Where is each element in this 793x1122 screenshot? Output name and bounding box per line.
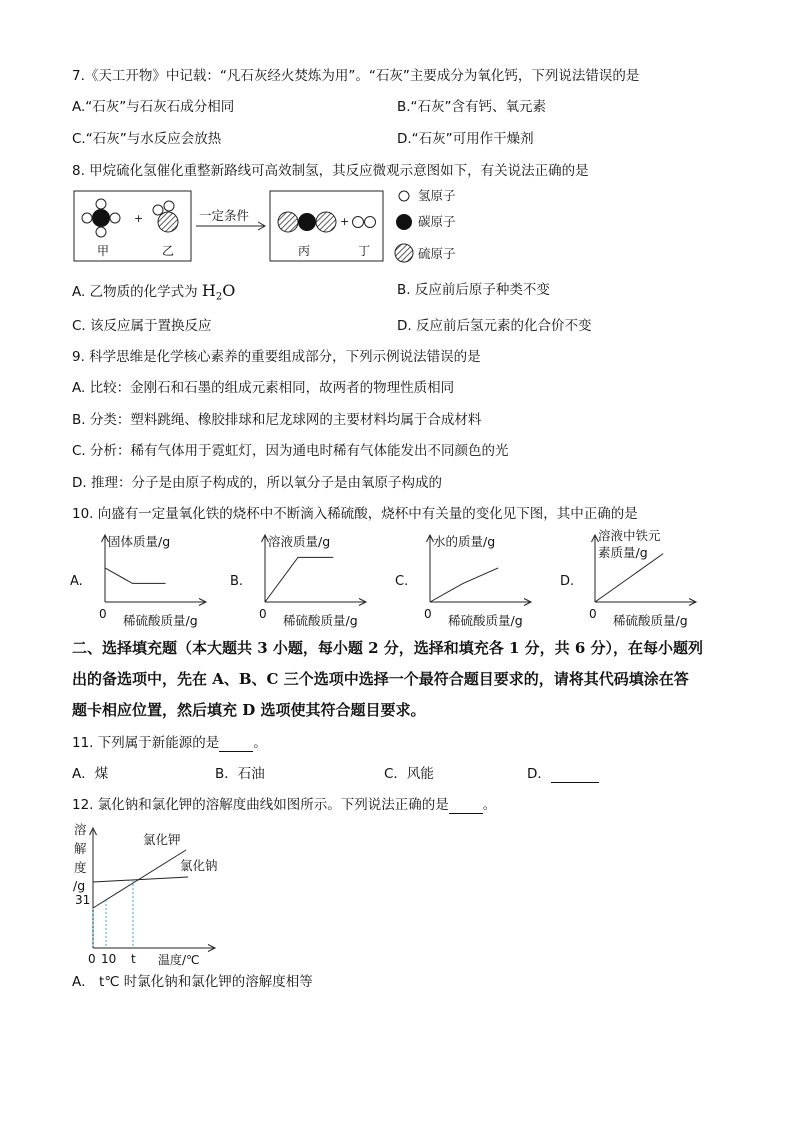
- legend-hydrogen-icon: [399, 191, 409, 201]
- q7-stem: 7.《天工开物》中记载：“凡石灰经火焚炼为用”。“石灰”主要成分为氧化钙，下列说法错误的是: [72, 68, 640, 84]
- q11-stem: 11. 下列属于新能源的是: [72, 735, 220, 751]
- reaction-condition: 一定条件: [199, 208, 250, 223]
- q10-x-label: 稀硫酸质量/g: [448, 613, 523, 628]
- section2-line1: 二、选择填充题（本大题共 3 小题，每小题 2 分，选择和填充各 1 分，共 6 分），在每小题列: [72, 639, 704, 657]
- ylabel-char-2: 解: [74, 841, 87, 856]
- nacl-label: 氯化钠: [180, 858, 218, 873]
- q10-y-label: 固体质量/g: [108, 534, 171, 549]
- label-ding: 丁: [358, 244, 371, 258]
- y-tick-31: 31: [75, 893, 91, 907]
- q10-curve: [265, 557, 333, 602]
- kcl-label: 氯化钾: [143, 832, 181, 847]
- legend-hydrogen: 氢原子: [418, 188, 456, 203]
- q12-blank: [449, 799, 483, 814]
- legend-sulfur: 硫原子: [418, 246, 456, 261]
- formula-h: H: [201, 281, 216, 300]
- q10-option-label: D.: [560, 574, 575, 589]
- q8-option-d: D. 反应前后氢元素的化合价不变: [397, 318, 592, 334]
- x-axis-label: 温度/℃: [158, 953, 200, 967]
- q10-x-label: 稀硫酸质量/g: [283, 613, 358, 628]
- q10-option-label: B.: [230, 574, 244, 589]
- q8-option-c: C. 该反应属于置换反应: [72, 318, 212, 334]
- q11-end: 。: [253, 735, 267, 751]
- q10-curve: [595, 554, 663, 602]
- legend-sulfur-icon: [395, 244, 413, 262]
- legend-carbon: 碳原子: [418, 214, 456, 229]
- q7-option-b: B.“石灰”含有钙、氧元素: [397, 99, 547, 115]
- ylabel-char-1: 溶: [74, 822, 87, 837]
- q12-option-a: A． t℃ 时氯化钠和氯化钾的溶解度相等: [72, 974, 313, 990]
- q10-option-label: C.: [395, 574, 409, 589]
- q10-origin: 0: [589, 607, 597, 621]
- q11-d-blank: [551, 768, 599, 783]
- q9-option-c: C. 分析：稀有气体用于霓虹灯，因为通电时稀有气体能发出不同颜色的光: [72, 443, 509, 459]
- q10-curve: [105, 568, 166, 584]
- label-bing: 丙: [298, 244, 311, 258]
- q9-option-d: D. 推理：分子是由原子构成的，所以氧分子是由氧原子构成的: [72, 475, 442, 491]
- q10-stem: 10. 向盛有一定量氧化铁的烧杯中不断滴入稀硫酸，烧杯中有关量的变化见下图，其中正确的是: [72, 506, 638, 522]
- legend-carbon-icon: [396, 214, 412, 230]
- nacl-curve: [93, 877, 188, 882]
- methane-molecule: [82, 199, 120, 237]
- q8-option-b: B. 反应前后原子种类不变: [397, 282, 550, 298]
- label-yi: 乙: [162, 244, 175, 258]
- q9-option-a: A. 比较：金刚石和石墨的组成元素相同，故两者的物理性质相同: [72, 380, 455, 396]
- solubility-chart: [70, 820, 230, 968]
- q10-origin: 0: [259, 607, 267, 621]
- q10-x-label: 稀硫酸质量/g: [613, 613, 688, 628]
- q11-option-c: C．风能: [384, 766, 434, 782]
- q11-option-d: [527, 765, 599, 783]
- kcl-curve: [93, 850, 186, 908]
- section2-line2: 出的备选项中，先在 A、B、C 三个选项中选择一个最符合题目要求的，请将其代码填涂在答: [72, 670, 689, 688]
- q8-option-a-text: A. 乙物质的化学式为: [72, 284, 202, 300]
- q10-curve: [430, 568, 498, 602]
- q9-stem: 9. 科学思维是化学核心素养的重要组成部分，下列示例说法错误的是: [72, 349, 481, 365]
- q7-option-d: D.“石灰”可用作干燥剂: [397, 131, 534, 147]
- section2-line3: 题卡相应位置，然后填充 D 选项使其符合题目要求。: [72, 701, 426, 719]
- q11-option-b: B．石油: [215, 766, 265, 782]
- q10-graphs: [68, 528, 758, 628]
- q10-y-label-2: 素质量/g: [598, 545, 648, 560]
- x-tick-10: 10: [101, 952, 117, 966]
- q7-option-a: A.“石灰”与石灰石成分相同: [72, 99, 235, 115]
- q10-x-label: 稀硫酸质量/g: [123, 613, 198, 628]
- q12-stem-line: [72, 796, 496, 814]
- hydrogen-molecule: [353, 217, 376, 228]
- q11-option-a: A．煤: [72, 766, 109, 782]
- q11-blank: [219, 737, 253, 752]
- formula-sub-2: 2: [215, 291, 223, 303]
- ylabel-char-4: /g: [73, 878, 86, 893]
- formula-o: O: [222, 281, 236, 300]
- q10-y-label: 水的质量/g: [433, 534, 496, 549]
- carbon-disulfide-molecule: [278, 212, 336, 232]
- q8-option-a: [72, 282, 235, 307]
- q9-option-b: B. 分类：塑料跳绳、橡胶排球和尼龙球网的主要材料均属于合成材料: [72, 412, 482, 428]
- ylabel-char-3: 度: [74, 860, 87, 875]
- q7-option-c: C.“石灰”与水反应会放热: [72, 131, 222, 147]
- x-tick-t: t: [131, 952, 136, 966]
- q8-reaction-diagram: [70, 185, 470, 267]
- q10-y-label: 溶液质量/g: [268, 534, 331, 549]
- q8-stem: 8. 甲烷硫化氢催化重整新路线可高效制氢，其反应微观示意图如下，有关说法正确的是: [72, 163, 589, 179]
- q10-y-label: 溶液中铁元: [598, 528, 661, 543]
- hydrogen-sulfide-molecule: [153, 201, 178, 232]
- q12-stem: 12. 氯化钠和氯化钾的溶解度曲线如图所示。下列说法正确的是: [72, 797, 449, 813]
- q11-option-d-label: D．: [527, 766, 551, 782]
- q10-option-label: A.: [70, 574, 83, 589]
- plus-sign-2: +: [340, 215, 350, 228]
- q10-origin: 0: [424, 607, 432, 621]
- q12-end: 。: [482, 797, 497, 813]
- plus-sign-1: +: [134, 212, 144, 225]
- label-jia: 甲: [97, 244, 110, 258]
- x-tick-0: 0: [88, 952, 96, 966]
- q11-stem-line: [72, 734, 267, 752]
- q10-origin: 0: [99, 607, 107, 621]
